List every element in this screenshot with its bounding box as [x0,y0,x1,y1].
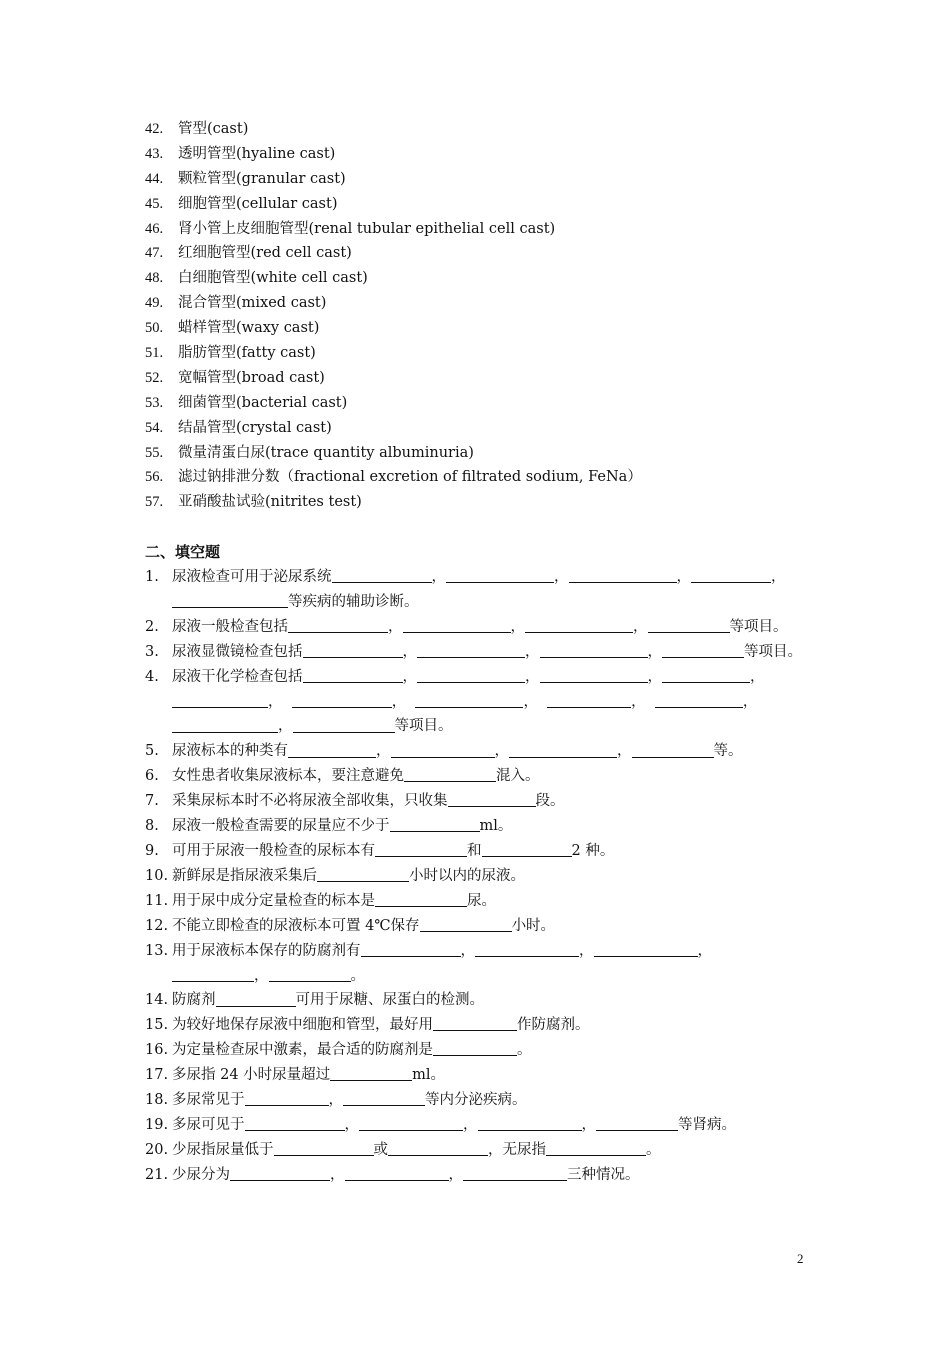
list-item: 47. 红细胞管型(red cell cast) [145,245,352,262]
answer-blank [415,691,523,707]
question-item: 11. 用于尿中成分定量检查的标本是 尿。 [145,889,813,914]
question-text: 等项目。 [394,718,453,735]
answer-blank [274,1140,374,1156]
question-text: 尿液显微镜检查包括 [172,643,303,660]
question-text: ， [278,718,293,735]
question-text: ， [581,1116,596,1133]
question-text: ， [494,743,509,760]
answer-blank [245,1115,345,1131]
answer-blank [303,642,403,658]
question-item: 12. 不能立即检查的尿液标本可置 4℃保存 小时。 [145,914,813,939]
answer-blank [547,691,631,707]
question-text: ， [431,569,446,585]
answer-blank [390,816,480,832]
list-item: 55. 微量清蛋白尿(trace quantity albuminuria) [145,444,474,461]
question-item: 5. 尿液标本的种类有 ， ， ， 等。 [145,739,813,764]
answer-blank [433,1040,517,1056]
question-text: 防腐剂 [172,992,216,1009]
question-list [145,565,813,1188]
question-text: 2 种。 [571,842,615,859]
question-text: 。 [646,1141,661,1158]
question-text: 混入。 [496,768,540,785]
term-list [145,117,845,515]
question-text: ， [376,743,391,760]
question-text: ， [330,1166,345,1183]
answer-blank [375,841,467,857]
answer-blank [546,1140,646,1156]
answer-blank [388,1140,488,1156]
question-text: 女性患者收集尿液标本，要注意避免 [172,768,404,785]
answer-blank [417,642,525,658]
answer-blank [293,716,395,732]
answer-blank [343,1090,425,1106]
answer-blank [288,617,388,633]
question-text: 。 [517,1042,532,1059]
question-text: 等。 [713,743,743,760]
question-text: ， [523,693,538,710]
answer-blank [540,642,648,658]
list-item: 50. 蜡样管型(waxy cast) [145,320,320,337]
answer-blank [446,567,554,583]
question-text: 少尿分为 [172,1166,230,1183]
question-text: ， [579,942,594,959]
question-item: 6. 女性患者收集尿液标本，要注意避免 混入。 [145,764,813,789]
answer-blank [172,691,268,707]
question-item: 21. 少尿分为 ， ， 三种情况。 [145,1163,813,1188]
question-text: 小时。 [511,917,556,934]
question-text: ， [771,569,786,585]
list-item: 44. 颗粒管型(granular cast) [145,170,346,187]
question-item: 7. 采集尿标本时不必将尿液全部收集，只收集 段。 [145,789,813,814]
answer-blank [288,741,376,757]
question-text: 等疾病的辅助诊断。 [288,593,419,610]
answer-blank [245,1090,329,1106]
question-text: 三种情况。 [567,1166,640,1183]
question-text: ， [631,693,646,710]
answer-blank [540,667,648,683]
question-text: ， [647,643,662,660]
question-text: 多尿可见于 [172,1116,245,1133]
answer-blank [433,1015,517,1031]
question-text: 等内分泌疾病。 [425,1092,527,1109]
question-text: 等项目。 [744,643,802,660]
question-text: 为较好地保存尿液中细胞和管型，最好用 [172,1017,433,1034]
question-text: 采集尿标本时不必将尿液全部收集，只收集 [172,793,448,810]
question-text: ， [525,643,540,660]
question-item: 8. 尿液一般检查需要的尿量应不少于 ml。 [145,814,813,839]
answer-blank [292,691,392,707]
question-text: ， [617,743,632,760]
question-text: ， [750,668,765,685]
question-text: ， [697,942,712,959]
answer-blank [317,866,409,882]
question-text: 尿液检查可用于泌尿系统 [172,569,332,585]
question-text: ml。 [479,818,513,835]
question-text: ， [554,569,569,585]
question-text: 新鲜尿是指尿液采集后 [172,867,317,884]
answer-blank [662,642,744,658]
answer-blank [475,941,579,957]
section-title: 二、填空题 [145,543,221,561]
question-text: ， [742,693,758,710]
question-text: 尿液一般检查需要的尿量应不少于 [172,818,390,835]
question-text: ， [647,668,662,685]
answer-blank [478,1115,582,1131]
answer-blank [375,891,467,907]
list-item: 53. 细菌管型(bacterial cast) [145,394,348,411]
answer-blank [691,567,771,583]
answer-blank [594,941,698,957]
list-item: 43. 透明管型(hyaline cast) [145,145,336,162]
question-text: 尿。 [467,892,496,909]
answer-blank [332,567,432,583]
question-text: ml。 [412,1067,446,1084]
answer-blank [303,667,403,683]
answer-blank [632,741,714,757]
question-text: 少尿指尿量低于 [172,1141,274,1158]
question-text: ， [676,569,691,585]
question-text: 。 [350,967,365,984]
question-text: 多尿指 24 小时尿量超过 [172,1067,331,1084]
answer-blank [345,1165,449,1181]
question-item: 20. 少尿指尿量低于 或 ，无尿指 。 [145,1138,813,1163]
question-item: 10. 新鲜尿是指尿液采集后 小时以内的尿液。 [145,864,813,889]
answer-blank [463,1165,567,1181]
question-item: 9. 可用于尿液一般检查的尿标本有 和 2 种。 [145,839,813,864]
answer-blank [172,592,288,608]
question-text: ， [633,618,648,635]
list-item: 56. 滤过钠排泄分数（fractional excretion of filtrated sodium, FeNa） [145,469,642,486]
answer-blank [359,1115,463,1131]
question-text: 等项目。 [729,618,788,635]
question-text: 不能立即检查的尿液标本可置 4℃保存 [172,917,420,934]
question-item: 2. 尿液一般检查包括 ， ， ， 等项目。 [145,615,813,640]
question-text: 和 [467,842,482,859]
question-item: 15. 为较好地保存尿液中细胞和管型，最好用 作防腐剂。 [145,1013,813,1038]
question-item: 3. 尿液显微镜检查包括 ， ， ， 等项目。 [145,640,813,665]
question-text: ， [391,693,407,710]
answer-blank [525,617,633,633]
question-text: 或 [373,1141,388,1158]
answer-blank [269,965,351,981]
question-text: ， [402,668,417,685]
list-item: 45. 细胞管型(cellular cast) [145,195,338,212]
answer-blank [596,1115,678,1131]
list-item: 51. 脂肪管型(fatty cast) [145,345,316,362]
answer-blank [330,1065,412,1081]
list-item: 54. 结晶管型(crystal cast) [145,419,332,436]
answer-blank [404,766,496,782]
question-text: ，无尿指 [488,1141,546,1158]
question-text: ， [525,668,540,685]
question-text: ， [328,1092,343,1109]
answer-blank [509,741,617,757]
question-text: 可用于尿液一般检查的尿标本有 [172,842,375,859]
question-text: ， [510,618,525,635]
question-item: 13. 用于尿液标本保存的防腐剂有 ， ， ， ， 。 [145,939,813,989]
question-text: 用于尿中成分定量检查的标本是 [172,892,375,909]
question-text: ， [463,1116,478,1133]
question-item: 16. 为定量检查尿中激素，最合适的防腐剂是 。 [145,1038,813,1063]
question-text: 段。 [535,793,565,810]
page-number: 2 [797,1251,804,1266]
question-item: 17. 多尿指 24 小时尿量超过 ml。 [145,1063,813,1088]
question-item: 14. 防腐剂 可用于尿糖、尿蛋白的检测。 [145,988,813,1013]
answer-blank [216,990,296,1006]
question-text: 小时以内的尿液。 [409,867,525,884]
question-text: 多尿常见于 [172,1092,245,1109]
answer-blank [361,941,461,957]
question-text: 用于尿液标本保存的防腐剂有 [172,942,361,959]
list-item: 42. 管型(cast) [145,121,249,137]
question-item: 18. 多尿常见于 ， 等内分泌疾病。 [145,1088,813,1113]
answer-blank [448,791,536,807]
question-text: ， [388,618,403,635]
question-item: 1. 尿液检查可用于泌尿系统 ， ， ， ， 等疾病的辅助诊断。 [145,565,813,615]
question-text: 尿液标本的种类有 [172,743,288,760]
question-item: 19. 多尿可见于 ， ， ， 等肾病。 [145,1113,813,1138]
question-text: 尿液一般检查包括 [172,618,288,635]
list-item: 52. 宽幅管型(broad cast) [145,369,325,386]
answer-blank [420,916,512,932]
answer-blank [172,716,278,732]
answer-blank [655,691,743,707]
question-text: 可用于尿糖、尿蛋白的检测。 [295,992,484,1009]
answer-blank [230,1165,330,1181]
list-item: 46. 肾小管上皮细胞管型(renal tubular epithelial cell cast) [145,220,556,237]
answer-blank [662,667,750,683]
answer-blank [417,667,525,683]
answer-blank [403,617,511,633]
question-text: ， [448,1166,463,1183]
question-item: 4. 尿液干化学检查包括 ， ， ， ， ， ， ， ， ， ， 等项目。 [145,665,813,740]
question-text: ， [402,643,417,660]
question-text: 尿液干化学检查包括 [172,668,303,685]
answer-blank [648,617,730,633]
answer-blank [391,741,495,757]
question-text: 为定量检查尿中激素，最合适的防腐剂是 [172,1042,433,1059]
question-text: ， [460,942,475,959]
answer-blank [482,841,572,857]
list-item: 48. 白细胞管型(white cell cast) [145,270,368,287]
list-item: 49. 混合管型(mixed cast) [145,295,327,312]
list-item: 57. 亚硝酸盐试验(nitrites test) [145,494,362,511]
answer-blank [569,567,677,583]
answer-blank [172,965,254,981]
question-text: 作防腐剂。 [517,1017,590,1034]
question-text: ， [344,1116,359,1133]
question-text: 等肾病。 [678,1116,736,1133]
question-text: ， [254,967,269,984]
question-text: ， [268,693,283,710]
